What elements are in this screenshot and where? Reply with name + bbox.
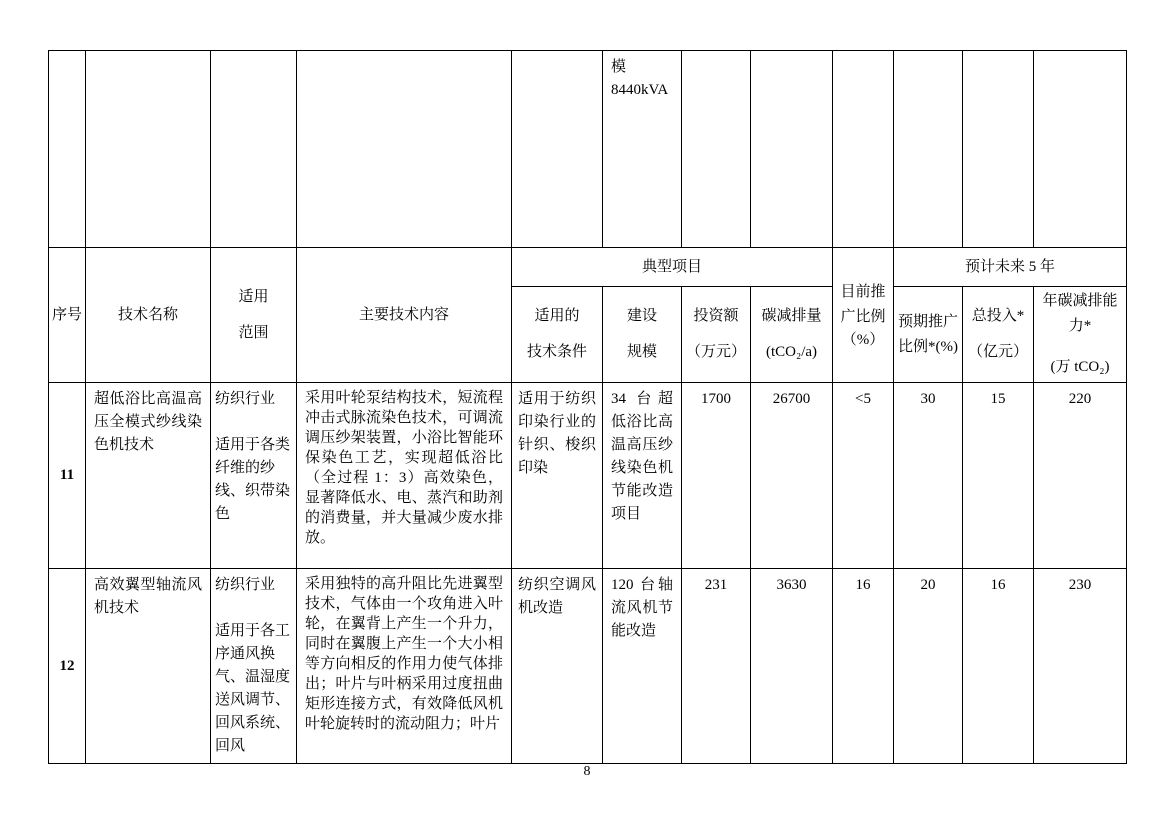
cont-name-cell bbox=[86, 51, 211, 248]
row11-carbon-reduction: 26700 bbox=[751, 383, 833, 569]
cont-current-ratio-cell bbox=[833, 51, 894, 248]
row11-tech-name: 超低浴比高温高压全模式纱线染色机技术 bbox=[86, 383, 211, 569]
table-row-11 bbox=[49, 383, 1127, 569]
row12-scope: 纺织行业 适用于各工序通风换气、温湿度送风调节、回风系统、回风 bbox=[211, 569, 297, 764]
cont-scope-cell bbox=[211, 51, 297, 248]
header-tech-conditions: 适用的 技术条件 bbox=[512, 287, 603, 383]
cont-carbon-cell bbox=[751, 51, 833, 248]
row12-tech-conditions: 纺织空调风机改造 bbox=[512, 569, 603, 764]
header-annual-capacity: 年碳减排能力* (万 tCO₂) bbox=[1034, 287, 1127, 383]
header-seq: 序号 bbox=[49, 248, 86, 383]
row11-annual-capacity: 220 bbox=[1034, 383, 1127, 569]
row12-scale: 120 台轴流风机节能改造 bbox=[603, 569, 682, 764]
row11-expected-ratio: 30 bbox=[894, 383, 963, 569]
cont-scale-cell bbox=[603, 51, 682, 248]
row11-main-content: 采用叶轮泵结构技术，短流程冲击式脉流染色技术，可调流调压纱架装置，小浴比智能环保染色工艺，实现超低浴比（全过程 1：3）高效染色，显著降低水、电、蒸汽和助剂的消费量，并大量减少废水排放。 bbox=[297, 383, 512, 569]
row12-investment: 231 bbox=[682, 569, 751, 764]
cont-scale-line: 模 bbox=[611, 59, 627, 75]
row11-total-investment: 15 bbox=[963, 383, 1034, 569]
cont-seq-cell bbox=[49, 51, 86, 248]
cont-expected-ratio-cell bbox=[894, 51, 963, 248]
row12-expected-ratio: 20 bbox=[894, 569, 963, 764]
row11-scope: 纺织行业 适用于各类纤维的纱线、织带染色 bbox=[211, 383, 297, 569]
header-tech-name: 技术名称 bbox=[86, 248, 211, 383]
cont-total-investment-cell bbox=[963, 51, 1034, 248]
header-future-5yr: 预计未来 5 年 bbox=[894, 248, 1127, 287]
cont-conditions-cell bbox=[512, 51, 603, 248]
row12-tech-name: 高效翼型轴流风机技术 bbox=[86, 569, 211, 764]
row11-seq: 11 bbox=[49, 383, 86, 569]
header-current-ratio: 目前推广比例 （%） bbox=[833, 248, 894, 383]
row11-tech-conditions: 适用于纺织印染行业的针织、梭织印染 bbox=[512, 383, 603, 569]
header-main-content: 主要技术内容 bbox=[297, 248, 512, 383]
table-row-12 bbox=[49, 569, 1127, 764]
row12-total-investment: 16 bbox=[963, 569, 1034, 764]
header-investment: 投资额 （万元） bbox=[682, 287, 751, 383]
header-scale: 建设 规模 bbox=[603, 287, 682, 383]
header-scope: 适用 范围 bbox=[211, 248, 297, 383]
continuation-row bbox=[49, 51, 1127, 248]
page-number: 8 bbox=[583, 764, 591, 779]
row12-current-ratio: 16 bbox=[833, 569, 894, 764]
row12-annual-capacity: 230 bbox=[1034, 569, 1127, 764]
row11-current-ratio: <5 bbox=[833, 383, 894, 569]
row12-main-content: 采用独特的高升阻比先进翼型技术，气体由一个攻角进入叶轮，在翼背上产生一个升力，同时在翼腹上产生一个大小相等方向相反的作用力使气体排出；叶片与叶柄采用过度扭曲矩形连接方式，有效降低风机叶轮旋转时的流动阻力；叶片 bbox=[297, 569, 512, 764]
header-typical-project: 典型项目 bbox=[512, 248, 833, 287]
row12-seq: 12 bbox=[49, 569, 86, 764]
cont-annual-capacity-cell bbox=[1034, 51, 1127, 248]
cont-investment-cell bbox=[682, 51, 751, 248]
row12-carbon-reduction: 3630 bbox=[751, 569, 833, 764]
header-expected-ratio: 预期推广比例*(%) bbox=[894, 287, 963, 383]
row11-investment: 1700 bbox=[682, 383, 751, 569]
technology-table bbox=[48, 50, 1127, 764]
header-row-group bbox=[49, 248, 1127, 287]
header-total-investment: 总投入* （亿元） bbox=[963, 287, 1034, 383]
cont-scale-line: 8440kVA bbox=[611, 82, 669, 98]
header-carbon-reduction: 碳减排量 (tCO₂/a) bbox=[751, 287, 833, 383]
row11-scale: 34 台超低浴比高温高压纱线染色机节能改造项目 bbox=[603, 383, 682, 569]
cont-content-cell bbox=[297, 51, 512, 248]
